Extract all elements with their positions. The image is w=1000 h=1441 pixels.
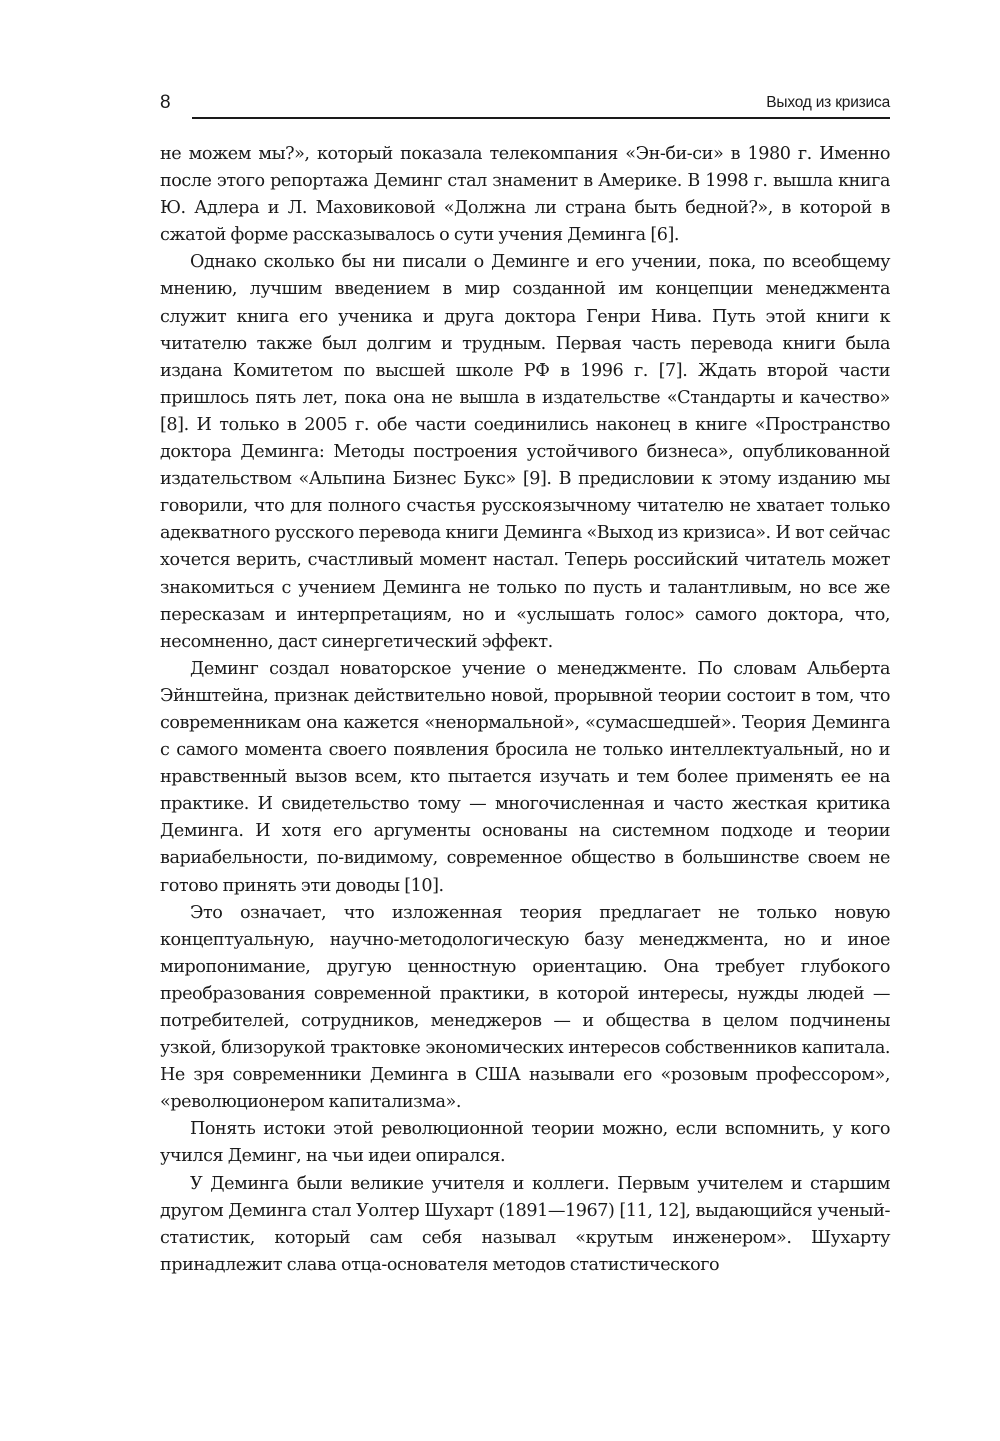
running-title: Выход из кризиса xyxy=(766,94,890,111)
paragraph: Однако сколько бы ни писали о Деминге и его учении, пока, по всеобщему мнению, лучшим введением в мир созданной им концепции менеджмента служит книга его ученика и друга доктора Генри Нива. Путь этой книги к читателю также был долгим и трудным. Первая часть перевода книги была издана Комитетом по высшей школе РФ в 1996 г. [7]. Ждать второй части пришлось пять лет, пока она не вышла в издательстве «Стандарты и качество» [8]. И только в 2005 г. обе части соединились наконец в книге «Пространство доктора Деминга: Методы построения устойчивого бизнеса», опубликованной издательством «Альпина Бизнес Букс» [9]. В предисловии к этому изданию мы говорили, что для полного счастья русскоязычному читателю не хватает только адекватного русского перевода книги Деминга «Выход из кризиса». И вот сейчас хочется верить, счастливый момент настал. Теперь российский читатель может знакомиться с учением Деминга не только по пусть и талантливым, но все же пересказам и интерпретациям, но и «услышать голос» самого доктора, что, несомненно, даст синергетический эффект. xyxy=(160,252,890,652)
paragraph: У Деминга были великие учителя и коллеги. Первым учителем и старшим другом Деминга стал Уолтер Шухарт (1891—1967) [11, 12], выдающийся ученый-статистик, который сам себя называл «крутым инженером». Шухарту принадлежит слава отца-основателя методов статистического xyxy=(160,1173,890,1275)
page-number: 8 xyxy=(160,92,171,113)
paragraph: Понять истоки этой революционной теории можно, если вспомнить, у кого учился Деминг, на чьи идеи опирался. xyxy=(160,1119,890,1167)
paragraph: Это означает, что изложенная теория предлагает не только новую концептуальную, научно-методологическую базу менеджмента, но и иное миропонимание, другую ценностную ориентацию. Она требует глубокого преобразования современной практики, в которой интересы, нужды людей — потребителей, сотрудников, менеджеров — и общества в целом подчинены узкой, близорукой трактовке экономических интересов собственников капитала. Не зря современники Деминга в США называли его «розовым профессором», «революционером капитализма». xyxy=(160,902,890,1113)
header-rule xyxy=(192,117,890,119)
paragraph-continued: не можем мы?», который показала телекомпания «Эн-би-си» в 1980 г. Именно после этого репортажа Деминг стал знаменит в Америке. В 1998 г. вышла книга Ю. Адлера и Л. Маховиковой «Должна ли страна быть бедной?», в которой в сжатой форме рассказывалось о сути учения Деминга [6]. xyxy=(160,144,890,246)
paragraph: Деминг создал новаторское учение о менеджменте. По словам Альберта Эйнштейна, признак действительно новой, прорывной теории состоит в том, что современникам она кажется «ненормальной», «сумасшедшей». Теория Деминга с самого момента своего появления бросила не только интеллектуальный, но и нравственный вызов всем, кто пытается изучать и тем более применять ее на практике. И свидетельство тому — многочисленная и часто жесткая критика Деминга. И хотя его аргументы основаны на системном подходе и теории вариабельности, по-видимому, современное общество в большинстве своем не готово принять эти доводы [10]. xyxy=(160,658,890,896)
body-text xyxy=(160,141,890,1279)
page-header xyxy=(160,90,890,120)
